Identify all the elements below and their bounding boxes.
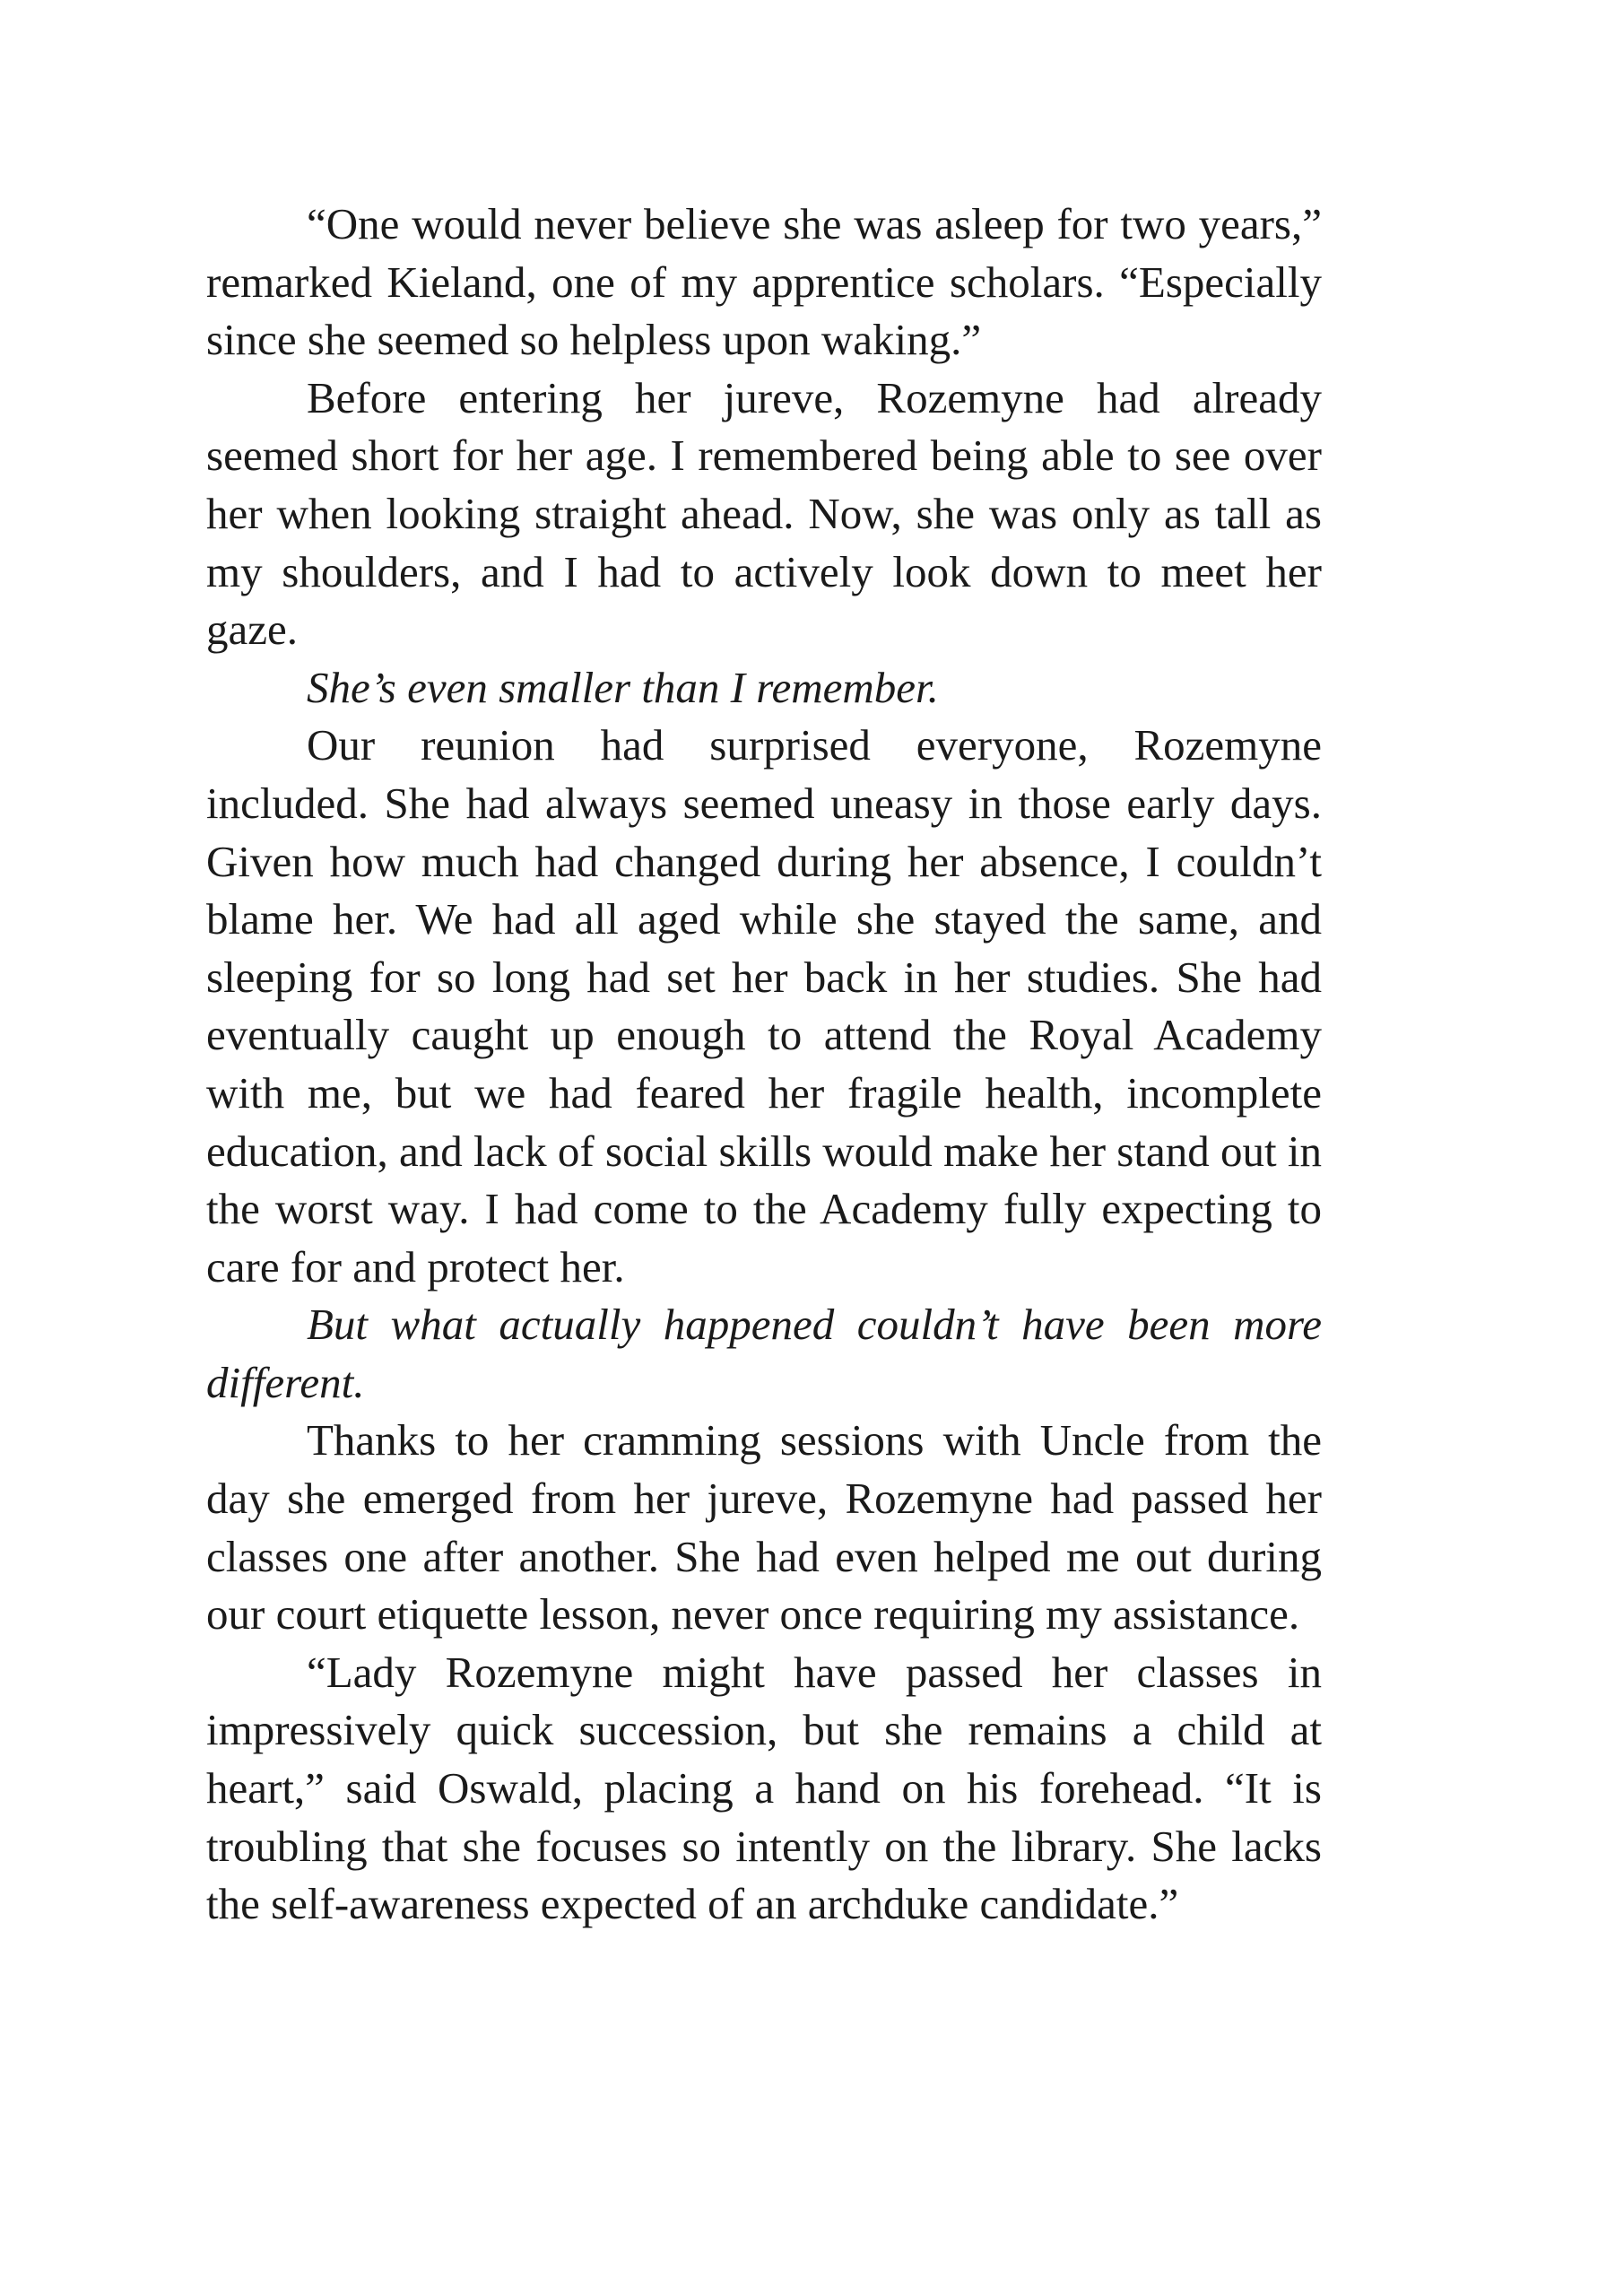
page-body — [206, 196, 1322, 1934]
paragraph-inner-thought-smaller: She’s even smaller than I remember. — [307, 662, 939, 712]
paragraph-oswald-remark: “Lady Rozemyne might have passed her classes in impressively quick succession, but she remains a child at heart,” said Oswald, placing a hand on his forehead. “It is troubling that she focuses so intently on the library. She lacks the self-awareness expected of an archduke candidate.” — [206, 1647, 1322, 1929]
paragraph-inner-thought-different: But what actually happened couldn’t have been more different. — [206, 1300, 1322, 1407]
paragraph-kieland-remark: “One would never believe she was asleep for two years,” remarked Kieland, one of my apprentice scholars. “Especially since she seemed so helpless upon waking.” — [206, 199, 1322, 365]
paragraph-rozemyne-height: Before entering her jureve, Rozemyne had already seemed short for her age. I remembered being able to see over her when looking straight ahead. Now, she was only as tall as my shoulders, and I had to actively look down to meet her gaze. — [206, 372, 1322, 655]
paragraph-cramming-sessions: Thanks to her cramming sessions with Uncle from the day she emerged from her jureve, Rozemyne had passed her classes one after another. She had even helped me out during our court etiquette lesson, never once requiring my assistance. — [206, 1415, 1322, 1639]
paragraph-reunion: Our reunion had surprised everyone, Rozemyne included. She had always seemed uneasy in those early days. Given how much had changed during her absence, I couldn’t blame her. We had all aged while she stayed the same, and sleeping for so long had set her back in her studies. She had eventually caught up enough to attend the Royal Academy with me, but we had feared her fragile health, incomplete education, and lack of social skills would make her stand out in the worst way. I had come to the Academy fully expecting to care for and protect her. — [206, 720, 1322, 1292]
